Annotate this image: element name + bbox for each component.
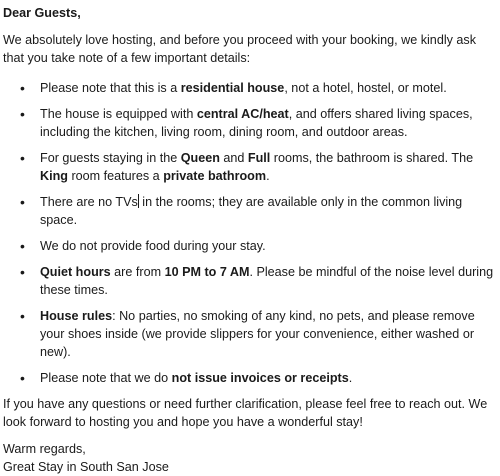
rule-text: , and offers shared living spaces, including the kitchen, living room, dining room, and outdoor areas. (40, 107, 473, 139)
rule-item (3, 149, 494, 185)
bullet-icon: • (20, 150, 25, 166)
rules-list (3, 79, 494, 387)
closing-paragraph: If you have any questions or need further clarification, please feel free to reach out. We look forward to hosting you and hope you have a wonderful stay! (3, 397, 488, 429)
rule-text: room features a (67, 169, 164, 183)
rule-text: Please note that we do (40, 371, 172, 385)
rule-emphasis: House rules (40, 309, 113, 323)
rule-emphasis: residential house (180, 81, 285, 95)
rule-item (3, 307, 494, 361)
rule-text: , not a hotel, hostel, or motel. (284, 81, 447, 95)
rule-emphasis: private bathroom (163, 169, 267, 183)
greeting: Dear Guests, (3, 6, 81, 20)
rule-text: in the rooms; they are available only in the common living space. (40, 195, 463, 227)
rule-item (3, 369, 494, 387)
rule-text: There are no TVs (40, 195, 138, 209)
bullet-icon: • (20, 80, 25, 96)
bullet-icon: • (20, 106, 25, 122)
bullet-icon: • (20, 194, 25, 210)
intro-paragraph: We absolutely love hosting, and before you proceed with your booking, we kindly ask that you take note of a few important details: (3, 33, 477, 65)
rule-emphasis: Queen (180, 151, 220, 165)
rule-emphasis: not issue invoices or receipts (171, 371, 349, 385)
rule-text: For guests staying in the (40, 151, 181, 165)
signature: Great Stay in South San Jose (3, 460, 169, 474)
rule-text: . Please be mindful of the noise level during these times. (40, 265, 494, 297)
signoff: Warm regards, (3, 442, 86, 456)
rule-text: are from (110, 265, 165, 279)
rule-item (3, 263, 494, 299)
rule-text: rooms, the bathroom is shared. The (270, 151, 474, 165)
rule-item (3, 79, 494, 97)
rule-text: The house is equipped with (40, 107, 197, 121)
rule-item (3, 193, 494, 229)
rule-emphasis: 10 PM to 7 AM (164, 265, 250, 279)
rule-text: : No parties, no smoking of any kind, no pets, and please remove your shoes inside (we provide slippers for your convenience, either washed or new). (40, 309, 475, 359)
bullet-icon: • (20, 238, 25, 254)
rule-text: . (348, 371, 353, 385)
rule-emphasis: Full (247, 151, 271, 165)
rule-text: and (219, 151, 248, 165)
bullet-icon: • (20, 370, 25, 386)
bullet-icon: • (20, 308, 25, 324)
rule-text: Please note that this is a (40, 81, 181, 95)
rule-item (3, 237, 494, 255)
rule-emphasis: Quiet hours (40, 265, 111, 279)
rule-item (3, 105, 494, 141)
rule-text: We do not provide food during your stay. (40, 239, 266, 253)
rule-emphasis: King (40, 169, 68, 183)
rule-emphasis: central AC/heat (196, 107, 289, 121)
bullet-icon: • (20, 264, 25, 280)
rule-text: . (266, 169, 270, 183)
